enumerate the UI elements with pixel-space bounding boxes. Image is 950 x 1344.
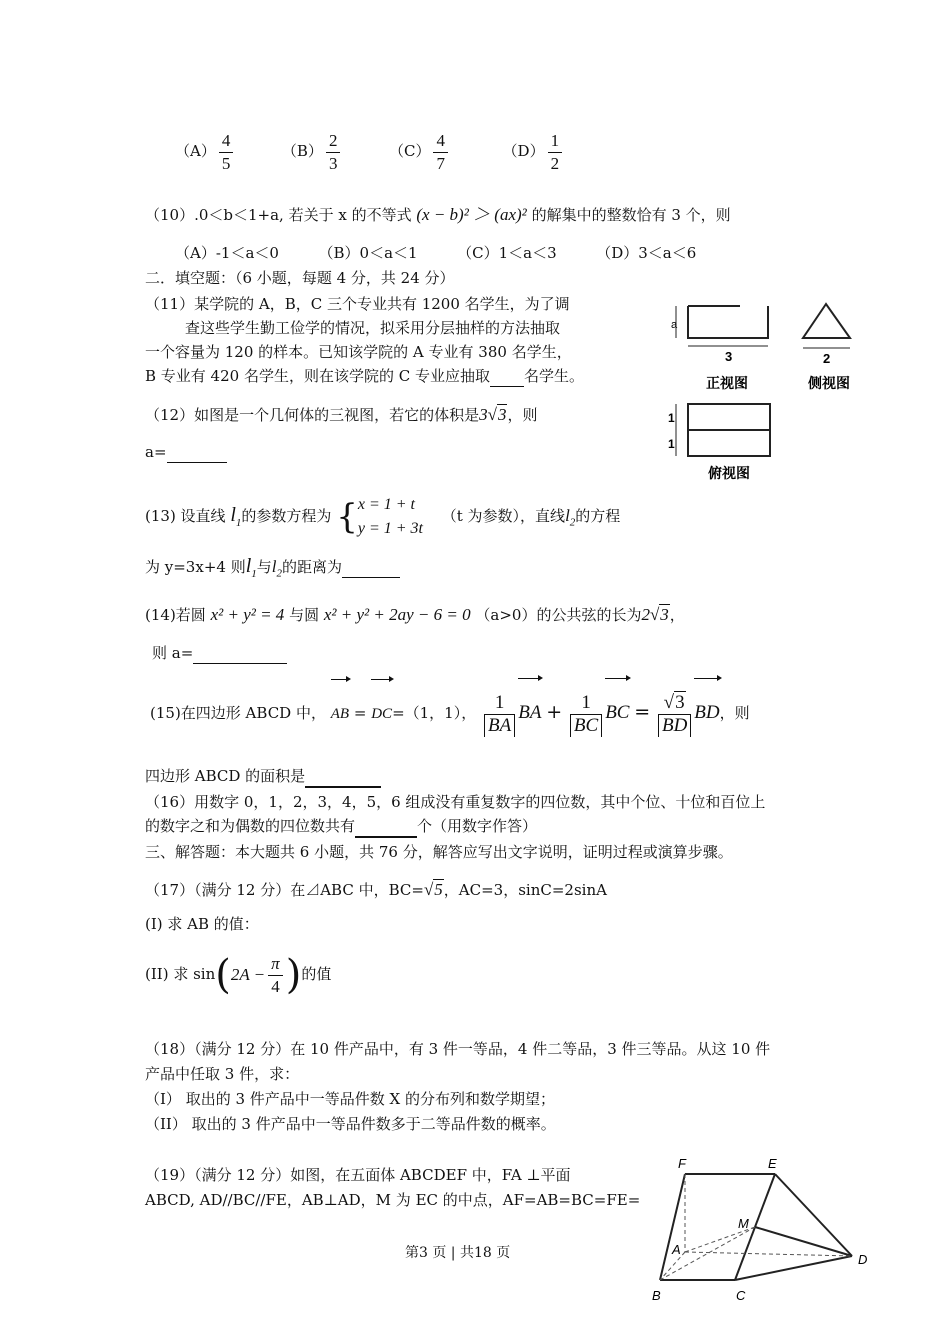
vertex-m-label: M xyxy=(738,1216,749,1231)
vertex-b-label: B xyxy=(652,1288,661,1303)
q14-line-1: (14)若圆 x² + y² = 4 与圆 x² + y² + 2ay − 6 = 0 （a>0）的公共弦的长为2√3， xyxy=(145,605,685,624)
q13-parametric-system: x = 1 + t y = 1 + 3t xyxy=(357,496,423,537)
q17-pi-over-4: $\frac{\pi}{4}$ xyxy=(268,953,283,998)
q12-answer-blank xyxy=(167,442,227,463)
q9-option-d-fraction: $\frac{1}{2}$ xyxy=(548,130,563,175)
q9-option-b-fraction: $\frac{2}{3}$ xyxy=(326,130,341,175)
vertex-c-label: C xyxy=(736,1288,746,1303)
q10-inequality: (x − b)² ＞ (ax)² xyxy=(416,205,527,224)
q15-answer-blank xyxy=(305,766,381,788)
q19-line-2: ABCD, AD//BC//FE，AB⊥AD，M 为 EC 的中点，AF=AB=BC=FE= xyxy=(145,1191,641,1209)
q19-line-1: （19）（满分 12 分）如图，在五面体 ABCDEF 中，FA ⊥平面 xyxy=(145,1166,571,1184)
dim-1b-label: 1 xyxy=(668,437,675,451)
dim-a-label: a xyxy=(671,319,678,331)
q15-fraction-bc: $\frac{1}{BC}$ xyxy=(570,692,602,737)
vertex-a-label: A xyxy=(672,1242,681,1257)
q18-line-2: 产品中任取 3 件，求： xyxy=(145,1065,300,1083)
q12-line-1: （12）如图是一个几何体的三视图，若它的体积是3√3，则 xyxy=(145,405,538,424)
q16-line-2: 的数字之和为偶数的四位数共有 个（用数字作答） xyxy=(145,816,537,838)
line-l1-symbol: l xyxy=(230,504,236,526)
vector-dc: DC xyxy=(371,682,392,746)
line-l2-symbol: l xyxy=(565,506,570,525)
q15-fraction-bd: $\frac{√3}{BD}$ xyxy=(658,692,691,737)
q10-option-d: （D）3＜a＜6 xyxy=(596,244,697,262)
q17-part-2: (II) 求 sin(2A − $\frac{\pi}{4}$ )的值 xyxy=(145,952,332,998)
q9-option-a-label: （A） xyxy=(175,142,216,160)
q15-line-1: (15)在四边形 ABCD 中， AB = DC=（1，1）， $\frac{1}{BA}$ BA + $\frac{1}{BC}$ BC = $\frac{√3}{BD}$ BD，则 xyxy=(150,680,750,746)
q9-option-d-label: （D） xyxy=(502,142,545,160)
q11-line-1: （11）某学院的 A，B，C 三个专业共有 1200 名学生，为了调 xyxy=(145,295,570,313)
q9-option-c-label: （C） xyxy=(389,142,431,160)
q9-option-c-fraction: $\frac{4}{7}$ xyxy=(433,130,448,175)
q13-line-1: (13) 设直线 $l_1$的参数方程为 { x = 1 + t y = 1 + 3t （t 为参数），直线$l_2$的方程 xyxy=(145,487,620,551)
q11-line-3: 一个容量为 120 的样本。已知该学院的 A 专业有 380 名学生， xyxy=(145,343,572,361)
q13-line-2: 为 y=3x+4 则$l_1$与$l_2$的距离为 xyxy=(145,556,400,584)
q16-line-1: （16）用数字 0，1，2，3，4，5，6 组成没有重复数字的四位数，其中个位、十位和百位上 xyxy=(145,793,766,811)
q16-answer-blank xyxy=(355,816,417,838)
q14-circle-1: x² + y² = 4 xyxy=(210,605,285,624)
q9-option-b-label: （B） xyxy=(281,142,323,160)
q17-stem: （17）（满分 12 分）在⊿ABC 中，BC=√5，AC=3，sinC=2sinA xyxy=(145,880,607,899)
q9-option-a-fraction: $\frac{4}{5}$ xyxy=(219,130,234,175)
q10-option-b: （B）0＜a＜1 xyxy=(318,244,418,262)
q17-part-1: (I) 求 AB 的值： xyxy=(145,915,259,933)
q14-circle-2: x² + y² + 2ay − 6 = 0 xyxy=(323,605,471,624)
vector-ab: AB xyxy=(331,682,349,746)
side-view-label: 侧视图 xyxy=(808,375,850,391)
three-views-figure xyxy=(668,288,868,488)
dim-2-label: 2 xyxy=(823,351,831,366)
section-2-heading: 二．填空题：（6 小题，每题 4 分，共 24 分） xyxy=(145,269,455,287)
q15-fraction-ba: $\frac{1}{BA}$ xyxy=(484,692,515,737)
q18-line-1: （18）（满分 12 分）在 10 件产品中，有 3 件一等品，4 件二等品，3 件三等品。从这 10 件 xyxy=(145,1040,771,1058)
vertex-f-label: F xyxy=(678,1156,686,1171)
vertex-e-label: E xyxy=(768,1156,777,1171)
dim-3-label: 3 xyxy=(725,349,733,364)
q14-chord-length: 2√3 xyxy=(641,605,669,624)
q10-stem: （10）.0＜b＜1+a, 若关于 x 的不等式 (x − b)² ＞ (ax)² 的解集中的整数恰有 3 个，则 xyxy=(145,205,731,224)
top-view-label: 俯视图 xyxy=(708,465,750,481)
q10-option-a: （A）-1＜a＜0 xyxy=(175,244,279,262)
q11-line-4: B 专业有 420 名学生，则在该学院的 C 专业应抽取 名学生。 xyxy=(145,367,584,385)
q11-answer-blank xyxy=(490,366,524,387)
q13-answer-blank xyxy=(342,557,400,578)
vector-bc: BC xyxy=(605,681,629,745)
q14-line-2: 则 a= xyxy=(152,643,287,664)
vertex-d-label: D xyxy=(858,1252,868,1267)
pentahedron-figure xyxy=(640,1152,880,1312)
vector-bd: BD xyxy=(694,681,719,745)
dim-1a-label: 1 xyxy=(668,411,675,425)
front-view-label: 正视图 xyxy=(706,375,748,391)
q12-volume: 3√3 xyxy=(479,405,507,424)
q11-line-2: 查这些学生勤工俭学的情况，拟采用分层抽样的方法抽取 xyxy=(185,319,561,337)
q18-line-4: （II） 取出的 3 件产品中一等品件数多于二等品件数的概率。 xyxy=(145,1115,556,1133)
q9-options xyxy=(175,128,565,175)
q14-answer-blank xyxy=(193,643,287,664)
section-3-heading: 三、解答题：本大题共 6 小题，共 76 分，解答应写出文字说明，证明过程或演算步骤。 xyxy=(145,843,733,861)
page-footer: 第3 页 | 共18 页 xyxy=(405,1245,511,1261)
q18-line-3: （I） 取出的 3 件产品中一等品件数 X 的分布列和数学期望； xyxy=(145,1090,555,1108)
vector-ba: BA xyxy=(518,681,541,745)
q15-line-2: 四边形 ABCD 的面积是 xyxy=(145,766,381,788)
q10-options xyxy=(175,243,696,263)
q12-line-2: a= xyxy=(145,442,227,463)
q10-option-c: （C）1＜a＜3 xyxy=(457,244,557,262)
